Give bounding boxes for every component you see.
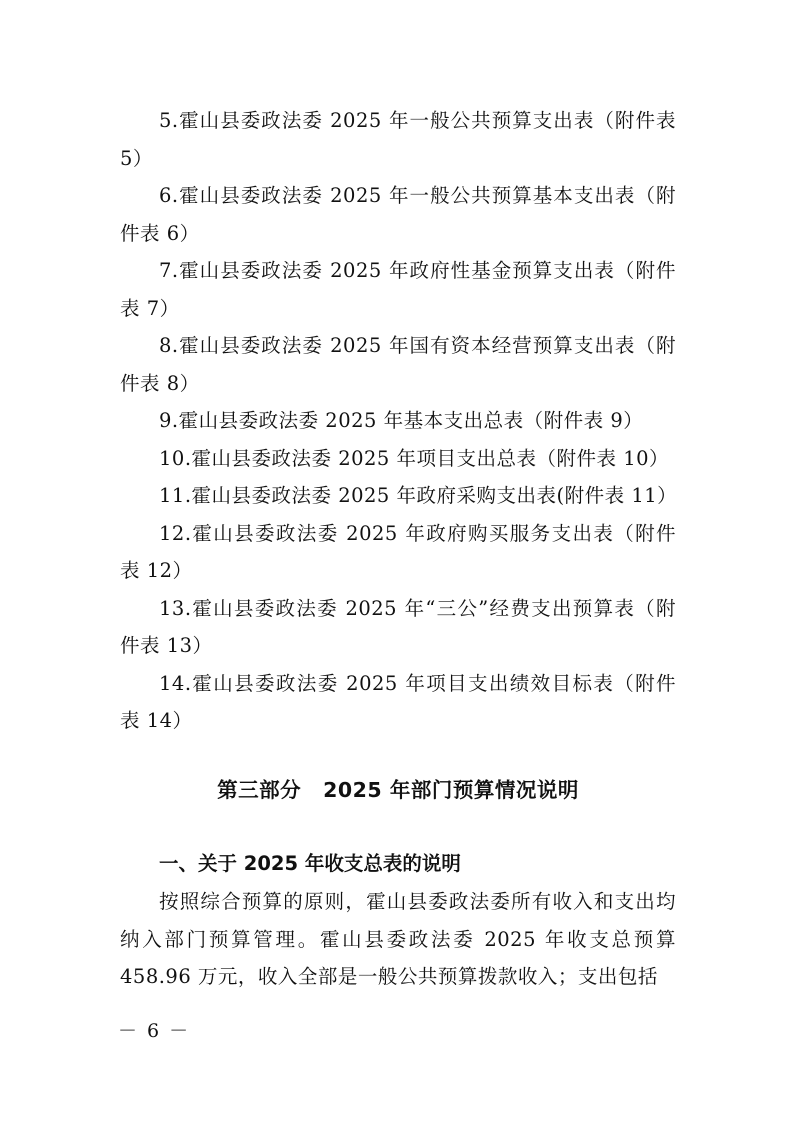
list-item: 14.霍山县委政法委 2025 年项目支出绩效目标表（附件表 14） — [120, 671, 676, 732]
section-heading-part: 第三部分 — [217, 778, 302, 802]
section-heading-title: 2025 年部门预算情况说明 — [323, 778, 579, 802]
list-item: 5.霍山县委政法委 2025 年一般公共预算支出表（附件表5） — [120, 109, 676, 170]
list-item: 13.霍山县委政法委 2025 年“三公”经费支出预算表（附件表 13） — [120, 596, 676, 657]
list-item: 10.霍山县委政法委 2025 年项目支出总表（附件表 10） — [159, 446, 670, 470]
list-item: 6.霍山县委政法委 2025 年一般公共预算基本支出表（附件表 6） — [120, 184, 676, 245]
subsection-heading: 一、关于 2025 年收支总表的说明 — [159, 852, 461, 875]
body-paragraph: 按照综合预算的原则，霍山县委政法委所有收入和支出均纳入部门预算管理。霍山县委政法委 2025 年收支总预算 458.96 万元，收入全部是一般公共预算拨款收入；支出包括 — [120, 890, 676, 988]
list-item: 7.霍山县委政法委 2025 年政府性基金预算支出表（附件表 7） — [120, 259, 676, 320]
list-item: 9.霍山县委政法委 2025 年基本支出总表（附件表 9） — [159, 409, 644, 432]
list-item: 11.霍山县委政法委 2025 年政府采购支出表(附件表 11） — [159, 484, 678, 507]
list-item: 12.霍山县委政法委 2025 年政府购买服务支出表（附件表 12） — [120, 521, 676, 582]
section-heading — [120, 775, 676, 805]
list-item: 8.霍山县委政法委 2025 年国有资本经营预算支出表（附件表 8） — [120, 334, 676, 395]
page-number: － 6 － — [118, 1020, 191, 1042]
attachment-list — [120, 102, 676, 740]
